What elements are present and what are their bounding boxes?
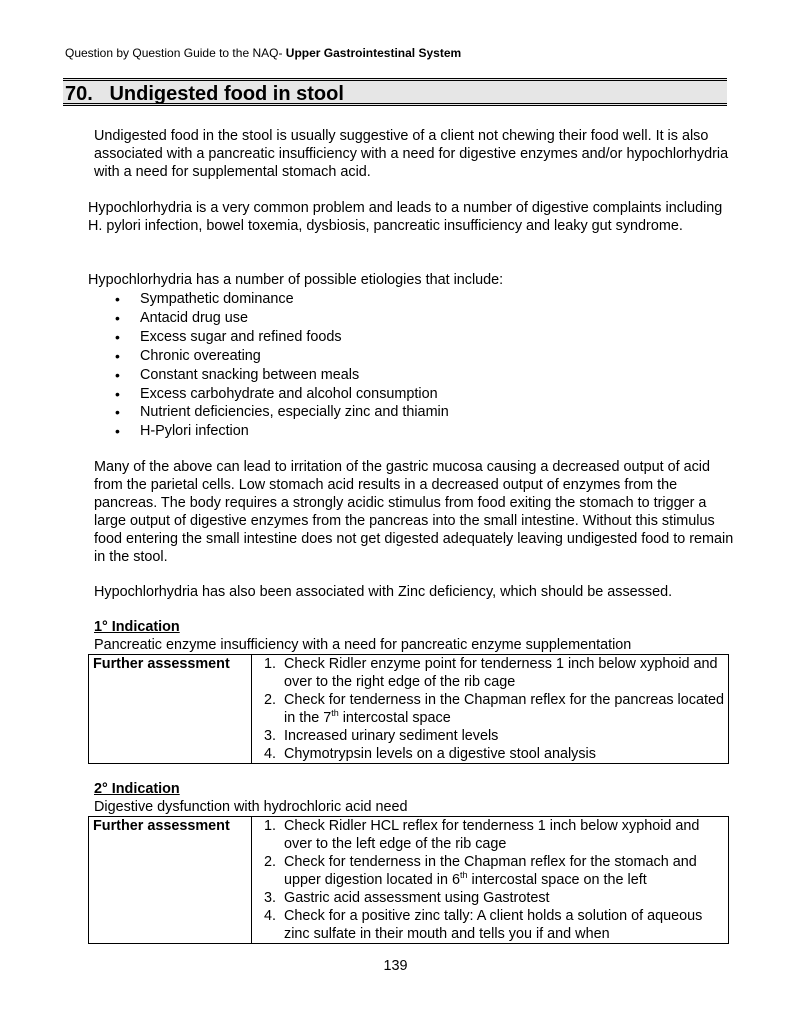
assessment-steps — [256, 817, 724, 943]
list-item: 1. Check Ridler enzyme point for tenderness 1 inch below xyphoid and over to the right edge of the rib cage — [280, 655, 724, 691]
list-item: • Antacid drug use — [113, 309, 449, 328]
section-title — [65, 83, 344, 105]
assessment-label: Further assessment — [89, 817, 252, 944]
step-text: Check for tenderness in the Chapman reflex for the pancreas located in the 7 — [284, 692, 724, 726]
running-title-section: Upper Gastrointestinal System — [285, 46, 462, 60]
list-item: • Constant snacking between meals — [113, 366, 449, 385]
list-item: • H-Pylori infection — [113, 422, 449, 441]
list-item — [280, 691, 724, 727]
step-superscript: th — [331, 708, 339, 719]
list-item: 1. Check Ridler HCL reflex for tenderness 1 inch below xyphoid and over to the left edge of the rib cage — [280, 817, 724, 853]
table-row — [89, 655, 729, 764]
assessment-steps — [256, 655, 724, 763]
step-superscript: th — [460, 870, 468, 881]
etiologies-list — [113, 290, 449, 441]
list-item: • Excess sugar and refined foods — [113, 328, 449, 347]
list-item: 4. Chymotrypsin levels on a digestive stool analysis — [280, 745, 724, 763]
step-text: intercostal space on the left — [467, 872, 647, 888]
list-item: 3. Gastric acid assessment using Gastrotest — [280, 889, 724, 907]
list-item: 4. Check for a positive zinc tally: A client holds a solution of aqueous zinc sulfate in their mouth and tells you if and when — [280, 907, 724, 943]
indication2-description: Digestive dysfunction with hydrochloric acid need — [94, 799, 408, 815]
running-header — [65, 46, 461, 60]
mucosa-paragraph: Many of the above can lead to irritation of the gastric mucosa causing a decreased output of acid from the parietal cells. Low stomach acid results in a decreased output of enzymes from the pancreas. The body requires a strongly acidic stimulus from food exiting the stomach to trigger a large output of digestive enzymes from the pancreas into the small intestine. Without this stimulus food entering the small intestine does not get digested adequately leaving undigested food to remain in the stool. — [94, 459, 734, 565]
list-item: 3. Increased urinary sediment levels — [280, 727, 724, 745]
step-text: Check for tenderness in the Chapman reflex for the stomach and upper digestion located in 6 — [284, 854, 697, 888]
indication2-table — [88, 816, 729, 944]
indication2-heading: 2° Indication — [94, 781, 180, 797]
table-row — [89, 817, 729, 944]
hypochlorhydria-paragraph: Hypochlorhydria is a very common problem and leads to a number of digestive complaints including H. pylori infection, bowel toxemia, dysbiosis, pancreatic insufficiency and leaky gut syndrome. — [88, 200, 723, 234]
step-text: intercostal space — [338, 710, 451, 726]
running-title: Question by Question Guide to the NAQ- — [65, 46, 286, 60]
indication1-table — [88, 654, 729, 764]
assessment-steps-cell — [252, 817, 729, 944]
page-number: 139 — [383, 958, 408, 974]
section-title-text: Undigested food in stool — [109, 83, 344, 105]
indication1-heading: 1° Indication — [94, 619, 180, 635]
indication1-description: Pancreatic enzyme insufficiency with a need for pancreatic enzyme supplementation — [94, 637, 632, 653]
zinc-paragraph: Hypochlorhydria has also been associated with Zinc deficiency, which should be assessed. — [94, 584, 673, 600]
list-item: • Chronic overeating — [113, 347, 449, 366]
intro-paragraph: Undigested food in the stool is usually suggestive of a client not chewing their food well. It is also associated with a pancreatic insufficiency with a need for digestive enzymes and/or hypochlorhydria with a need for supplemental stomach acid. — [94, 128, 729, 180]
list-item: • Sympathetic dominance — [113, 290, 449, 309]
section-title-bar — [63, 78, 727, 106]
list-item: • Excess carbohydrate and alcohol consumption — [113, 385, 449, 404]
list-item: • Nutrient deficiencies, especially zinc and thiamin — [113, 403, 449, 422]
list-item — [280, 853, 724, 889]
etiologies-intro: Hypochlorhydria has a number of possible etiologies that include: — [88, 272, 504, 288]
assessment-label: Further assessment — [89, 655, 252, 764]
section-number: 70. — [65, 83, 93, 105]
assessment-steps-cell — [252, 655, 729, 764]
